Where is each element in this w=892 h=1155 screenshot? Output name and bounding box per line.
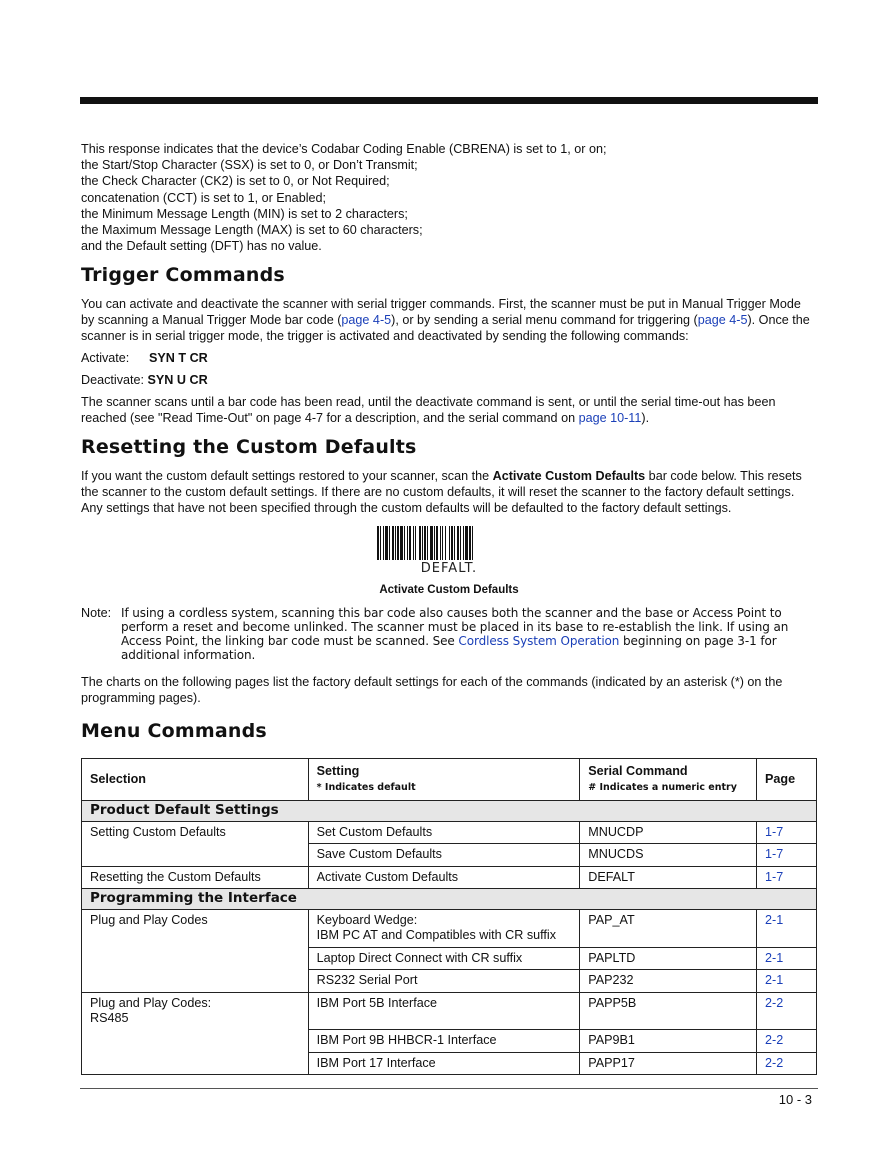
intro-paragraph bbox=[81, 141, 817, 254]
barcode-bar bbox=[469, 526, 471, 560]
col-setting bbox=[308, 759, 580, 801]
cell-selection: Setting Custom Defaults bbox=[82, 821, 309, 844]
deactivate-label: Deactivate: bbox=[81, 373, 144, 388]
barcode-bar bbox=[383, 526, 384, 560]
cell-command: PAP_AT bbox=[580, 909, 757, 947]
cell-page-link[interactable]: 2-2 bbox=[757, 1030, 817, 1053]
barcode-bar bbox=[395, 526, 396, 560]
intro-line: This response indicates that the device’s Codabar Coding Enable (CBRENA) is set to 1, or on; bbox=[81, 142, 607, 156]
deactivate-command bbox=[81, 372, 817, 388]
table-row bbox=[82, 992, 817, 1030]
barcode-bar bbox=[415, 526, 416, 560]
barcode-bar bbox=[465, 526, 468, 560]
table-row bbox=[82, 821, 817, 844]
section-title: Product Default Settings bbox=[82, 801, 817, 822]
note-body bbox=[121, 606, 817, 662]
text: bar code below. This resets the scanner to the custom default settings. If there are no custom defaults, it will reset the scanner to the factory default settings. Any settings that have not been specified through the custom defaults will be defaulted to the factory default settings. bbox=[81, 469, 802, 516]
page-number: 10 - 3 bbox=[778, 1092, 812, 1107]
cell-selection bbox=[82, 947, 309, 970]
section-row bbox=[82, 801, 817, 822]
barcode-bar bbox=[436, 526, 438, 560]
barcode-bar bbox=[460, 526, 461, 560]
barcode-bar bbox=[389, 526, 390, 560]
cell-setting: Laptop Direct Connect with CR suffix bbox=[308, 947, 580, 970]
cell-page-link[interactable]: 1-7 bbox=[757, 821, 817, 844]
activate-value: SYN T CR bbox=[149, 351, 208, 366]
trigger-commands-heading: Trigger Commands bbox=[81, 264, 285, 287]
activate-command bbox=[81, 350, 817, 366]
barcode-bar bbox=[385, 526, 388, 560]
barcode-bar bbox=[449, 526, 450, 560]
barcode-bar bbox=[445, 526, 446, 560]
intro-line: the Minimum Message Length (MIN) is set to 2 characters; bbox=[81, 206, 408, 221]
trigger-timeout-paragraph bbox=[81, 394, 817, 426]
cell-setting: Set Custom Defaults bbox=[308, 821, 580, 844]
resetting-heading: Resetting the Custom Defaults bbox=[81, 436, 417, 459]
cell-setting: IBM Port 9B HHBCR-1 Interface bbox=[308, 1030, 580, 1053]
page-link[interactable]: page 10-11 bbox=[578, 411, 642, 426]
cell-command: PAPP17 bbox=[580, 1052, 757, 1075]
intro-line: the Maximum Message Length (MAX) is set to 60 characters; bbox=[81, 223, 423, 238]
footer-rule bbox=[80, 1088, 818, 1089]
intro-line: the Start/Stop Character (SSX) is set to 0, or Don’t Transmit; bbox=[81, 158, 418, 173]
selection-line: Plug and Play Codes: bbox=[90, 995, 212, 1010]
charts-paragraph: The charts on the following pages list the factory default settings for each of the commands (indicated by an asterisk (*) on the programming pages). bbox=[81, 675, 783, 706]
setting-line: Keyboard Wedge: bbox=[316, 912, 418, 927]
cell-page-link[interactable]: 2-1 bbox=[757, 909, 817, 947]
barcode-bar bbox=[424, 526, 426, 560]
barcode-bar bbox=[427, 526, 428, 560]
cell-command: DEFALT bbox=[580, 866, 757, 889]
text: ). bbox=[641, 411, 650, 426]
barcode-bar bbox=[434, 526, 435, 560]
table-row bbox=[82, 947, 817, 970]
note bbox=[81, 606, 817, 662]
barcode-bar bbox=[407, 526, 408, 560]
cell-selection bbox=[82, 1030, 309, 1053]
barcode-icon bbox=[375, 526, 523, 560]
table-row bbox=[82, 1052, 817, 1075]
barcode-bar bbox=[472, 526, 473, 560]
cell-setting: IBM Port 5B Interface bbox=[308, 992, 580, 1030]
cell-setting: Activate Custom Defaults bbox=[308, 866, 580, 889]
activate-custom-defaults-barcode[interactable] bbox=[81, 526, 817, 596]
barcode-bar bbox=[397, 526, 399, 560]
barcode-bar bbox=[404, 526, 405, 560]
intro-line: the Check Character (CK2) is set to 0, or Not Required; bbox=[81, 174, 390, 189]
cell-selection bbox=[82, 970, 309, 993]
deactivate-value: SYN U CR bbox=[147, 373, 208, 388]
intro-line: concatenation (CCT) is set to 1, or Enabled; bbox=[81, 190, 327, 205]
cell-setting: RS232 Serial Port bbox=[308, 970, 580, 993]
cell-selection bbox=[82, 992, 309, 1030]
header-label: Selection bbox=[90, 772, 146, 787]
cell-selection bbox=[82, 844, 309, 867]
text-bold: Activate Custom Defaults bbox=[492, 469, 646, 484]
activate-label: Activate: bbox=[81, 351, 130, 366]
cell-setting: IBM Port 17 Interface bbox=[308, 1052, 580, 1075]
section-row bbox=[82, 889, 817, 910]
col-serial-command bbox=[580, 759, 757, 801]
barcode-bar bbox=[454, 526, 455, 560]
cell-command: MNUCDS bbox=[580, 844, 757, 867]
barcode-bar bbox=[442, 526, 443, 560]
table-row bbox=[82, 909, 817, 947]
table-row bbox=[82, 844, 817, 867]
barcode-bar bbox=[419, 526, 421, 560]
note-label: Note: bbox=[81, 606, 112, 621]
cell-page-link[interactable]: 2-2 bbox=[757, 992, 817, 1030]
cell-command: PAP232 bbox=[580, 970, 757, 993]
cell-page-link[interactable]: 1-7 bbox=[757, 866, 817, 889]
section-title: Programming the Interface bbox=[82, 889, 817, 910]
page-content bbox=[81, 141, 817, 1075]
cell-command: MNUCDP bbox=[580, 821, 757, 844]
text: If using a cordless system, scanning this bar code also causes both the scanner and the base or Access Point to perform a reset and become unlinked. The scanner must be placed in its base to re-establish the link. If using an Access Point, the linking bar code must be scanned. See bbox=[121, 606, 789, 649]
table-row bbox=[82, 866, 817, 889]
header-sublabel: # Indicates a numeric entry bbox=[588, 781, 737, 793]
barcode-bar bbox=[440, 526, 441, 560]
cell-setting: Save Custom Defaults bbox=[308, 844, 580, 867]
cordless-link[interactable]: Cordless System Operation bbox=[458, 634, 620, 649]
selection-line: RS485 bbox=[90, 1011, 129, 1026]
page-link[interactable]: page 4-5 bbox=[341, 313, 392, 328]
header-rule bbox=[80, 97, 818, 104]
reset-paragraph bbox=[81, 468, 817, 516]
col-selection bbox=[82, 759, 309, 801]
cell-page-link[interactable]: 2-1 bbox=[757, 947, 817, 970]
col-page bbox=[757, 759, 817, 801]
barcode-bar bbox=[380, 526, 381, 560]
barcode-bar bbox=[463, 526, 464, 560]
cell-command: PAPP5B bbox=[580, 992, 757, 1030]
table-row bbox=[82, 1030, 817, 1053]
barcode-caption: Activate Custom Defaults bbox=[379, 584, 519, 597]
barcode-text: DEFALT. bbox=[420, 561, 478, 577]
barcode-bar bbox=[392, 526, 394, 560]
page-link[interactable]: page 4-5 bbox=[697, 313, 748, 328]
header-label: Serial Command bbox=[588, 764, 688, 779]
barcode-bar bbox=[457, 526, 459, 560]
cell-command: PAP9B1 bbox=[580, 1030, 757, 1053]
table-row bbox=[82, 970, 817, 993]
barcode-bar bbox=[409, 526, 411, 560]
menu-commands-table bbox=[81, 758, 817, 1075]
cell-page-link[interactable]: 1-7 bbox=[757, 844, 817, 867]
trigger-paragraph bbox=[81, 296, 817, 344]
cell-page-link[interactable]: 2-2 bbox=[757, 1052, 817, 1075]
text: ). Once the scanner is in serial trigger mode, the trigger is activated and deactivated by sending the following commands: bbox=[81, 313, 810, 344]
barcode-bar bbox=[413, 526, 414, 560]
header-sublabel: * Indicates default bbox=[316, 781, 416, 793]
cell-selection: Plug and Play Codes bbox=[82, 909, 309, 947]
cell-command: PAPLTD bbox=[580, 947, 757, 970]
menu-commands-heading: Menu Commands bbox=[81, 720, 267, 743]
text: If you want the custom default settings restored to your scanner, scan the bbox=[81, 469, 493, 484]
text: ), or by sending a serial menu command for triggering ( bbox=[391, 313, 698, 328]
text: The scanner scans until a bar code has been read, until the deactivate command is sent, or until the serial time-out has been reached (see "Read Time-Out" on page 4-7 for a description, and the serial command on bbox=[81, 395, 776, 426]
barcode-bar bbox=[377, 526, 379, 560]
intro-line: and the Default setting (DFT) has no value. bbox=[81, 239, 322, 254]
cell-selection bbox=[82, 1052, 309, 1075]
barcode-bar bbox=[422, 526, 423, 560]
barcode-bar bbox=[430, 526, 433, 560]
barcode-bar bbox=[400, 526, 403, 560]
cell-setting bbox=[308, 909, 580, 947]
header-label: Setting bbox=[316, 764, 360, 779]
text: You can activate and deactivate the scanner with serial trigger commands. First, the scanner must be put in Manual Trigger Mode by scanning a Manual Trigger Mode bar code ( bbox=[81, 297, 801, 328]
cell-selection: Resetting the Custom Defaults bbox=[82, 866, 309, 889]
cell-page-link[interactable]: 2-1 bbox=[757, 970, 817, 993]
barcode-bar bbox=[451, 526, 453, 560]
table-header-row bbox=[82, 759, 817, 801]
setting-line: IBM PC AT and Compatibles with CR suffix bbox=[316, 928, 557, 943]
header-label: Page bbox=[765, 772, 796, 787]
text: beginning on page 3-1 for additional information. bbox=[121, 634, 777, 663]
